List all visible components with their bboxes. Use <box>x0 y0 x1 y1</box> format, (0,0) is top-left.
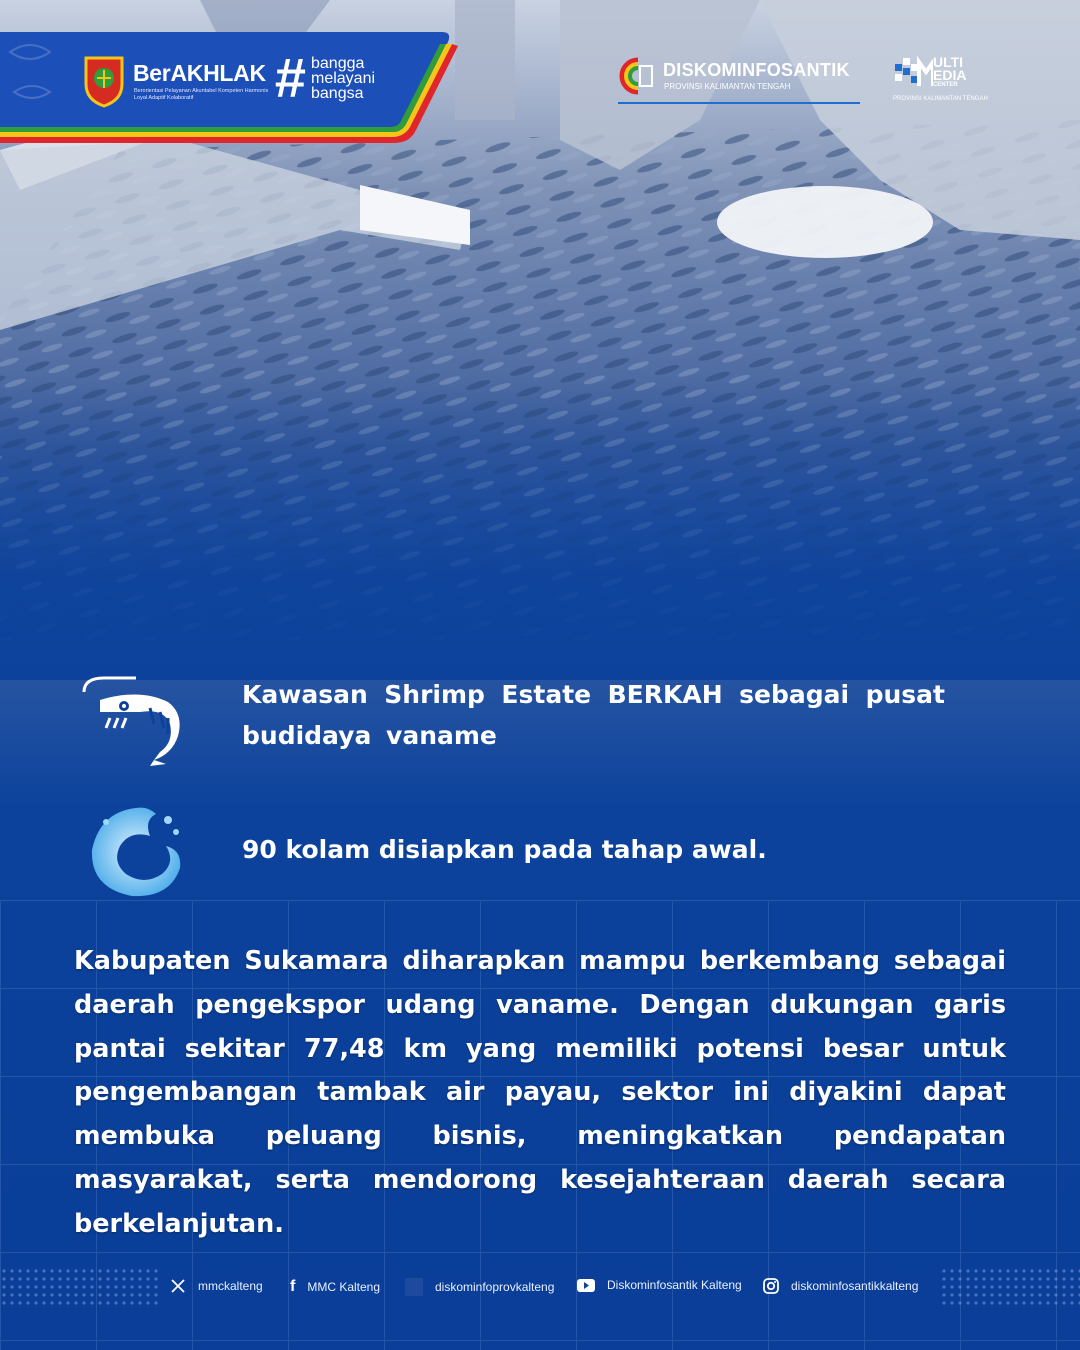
x-icon <box>170 1278 186 1294</box>
agency-name: DISKOMINFOSANTIK <box>663 60 850 80</box>
diskominfosantik-logo <box>618 56 863 106</box>
slogan-line: bangsa <box>311 85 364 102</box>
instagram-icon <box>763 1278 779 1294</box>
multimedia-center-logo <box>893 56 1003 106</box>
facebook-icon: f <box>290 1278 296 1295</box>
footer-dots-decoration <box>0 1267 160 1307</box>
hashtag-symbol: # <box>274 46 306 109</box>
social-handle: diskominfosantikkalteng <box>791 1279 919 1293</box>
youtube-icon <box>577 1279 595 1292</box>
social-handle: Diskominfosantik Kalteng <box>607 1278 742 1292</box>
berakhlak-tagline: Berorientasi Pelayanan Akuntabel Kompeten Harmonis Loyal Adaptif Kolaboratif <box>134 88 269 101</box>
mmc-wordmark <box>933 56 966 89</box>
mmc-subtitle: PROVINSI KALIMANTAN TENGAH <box>893 96 988 102</box>
social-instagram[interactable] <box>763 1278 918 1294</box>
social-handle: diskominfoprovkalteng <box>435 1280 555 1294</box>
photo-fade-overlay <box>0 380 1080 680</box>
point-text: 90 kolam disiapkan pada tahap awal. <box>242 835 767 864</box>
mmc-line: CENTER <box>933 82 958 88</box>
social-facebook[interactable] <box>290 1278 380 1296</box>
diskominfosantik-emblem-icon <box>618 56 656 96</box>
body-paragraph: Kabupaten Sukamara diharapkan mampu berkembang sebagai daerah pengekspor udang vaname. Dengan dukungan garis pantai sekitar 77,48 km yang memiliki potensi besar untuk pengembangan tambak air payau, sektor ini diyakini dapat membuka peluang bisnis, meningkatkan pendapatan masyarakat, serta mendorong kesejahteraan daerah secara berkelanjutan. <box>74 946 1006 1239</box>
slogan <box>311 56 375 101</box>
mmc-pixel-icon <box>893 56 933 94</box>
social-youtube[interactable] <box>577 1278 742 1292</box>
social-handle: mmckalteng <box>198 1279 263 1293</box>
divider <box>618 102 860 104</box>
social-handle: MMC Kalteng <box>307 1280 381 1294</box>
shrimp-icon <box>80 674 184 766</box>
kalteng-crest-logo <box>82 54 126 108</box>
social-x[interactable] <box>170 1278 263 1294</box>
slogan-line: melayani <box>311 70 376 87</box>
social-web[interactable] <box>405 1278 554 1296</box>
mmc-line: EDIA <box>933 67 967 83</box>
globe-icon <box>405 1278 423 1296</box>
mmc-line: ULTI <box>933 54 964 70</box>
social-footer <box>0 1262 1080 1312</box>
slogan-line: bangga <box>311 55 365 72</box>
point-text: Kawasan Shrimp Estate BERKAH sebagai pusat budidaya vaname <box>242 680 945 750</box>
footer-dots-decoration <box>940 1267 1080 1307</box>
agency-subtitle: PROVINSI KALIMANTAN TENGAH <box>664 82 791 91</box>
berakhlak-logo-text: BerAKHLAK <box>133 60 266 86</box>
water-wave-icon <box>86 802 184 900</box>
